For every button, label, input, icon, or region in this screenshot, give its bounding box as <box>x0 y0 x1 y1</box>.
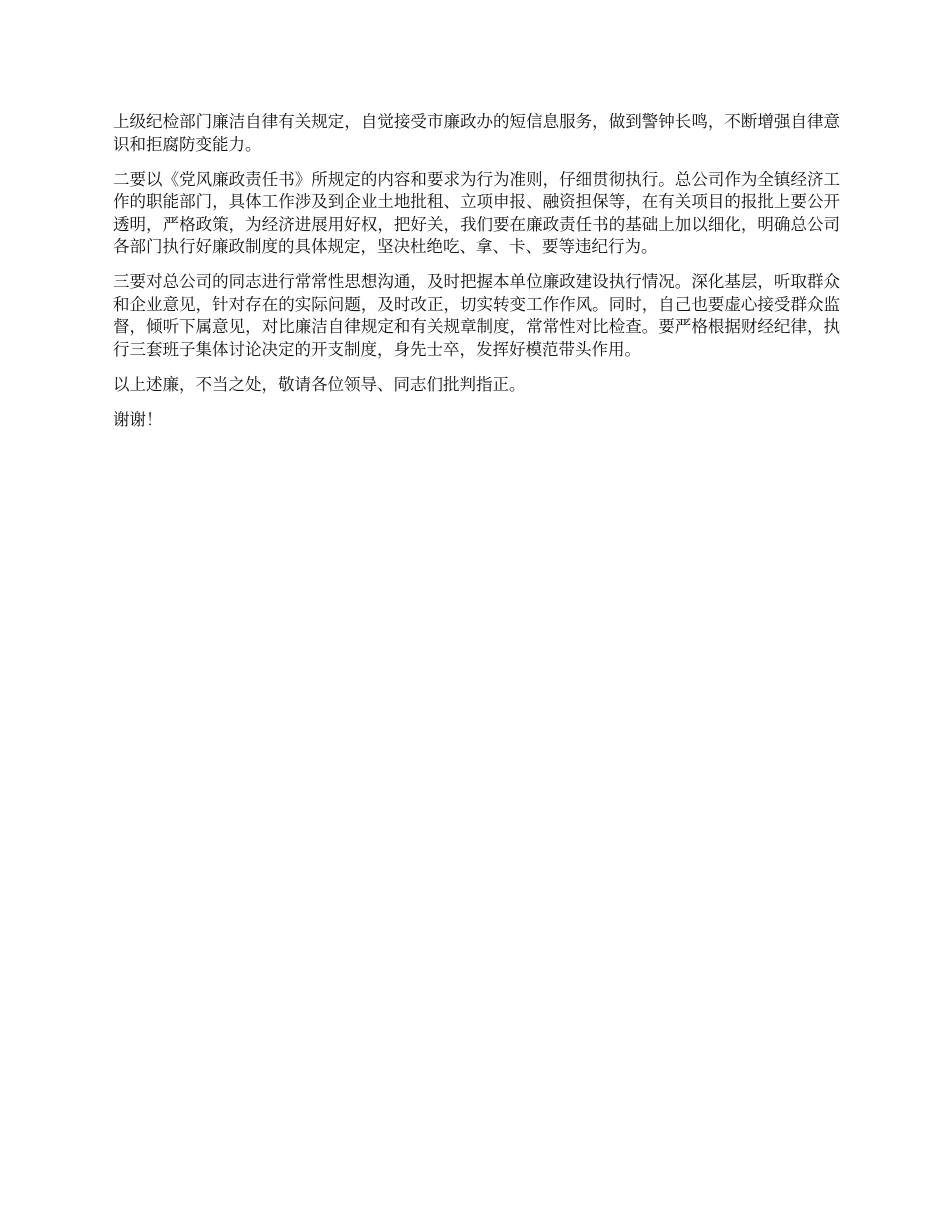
document-body <box>113 111 840 444</box>
paragraph-responsibility-book: 二要以《党风廉政责任书》所规定的内容和要求为行为准则，仔细贯彻执行。总公司作为全镇经济工作的职能部门，具体工作涉及到企业土地批租、立项申报、融资担保等，在有关项目的报批上要公开透明，严格政策，为经济进展用好权，把好关，我们要在廉政责任书的基础上加以细化，明确总公司各部门执行好廉政制度的具体规定，坚决杜绝吃、拿、卡、要等违纪行为。 <box>113 169 840 256</box>
paragraph-closing: 以上述廉，不当之处，敬请各位领导、同志们批判指正。 <box>113 374 526 394</box>
paragraph-communication: 三要对总公司的同志进行常常性思想沟通，及时把握本单位廉政建设执行情况。深化基层，听取群众和企业意见，针对存在的实际问题，及时改正，切实转变工作作风。同时，自己也要虚心接受群众监督，倾听下属意见，对比廉洁自律规定和有关规章制度，常常性对比检查。要严格根据财经纪律，执行三套班子集体讨论决定的开支制度，身先士卒，发挥好模范带头作用。 <box>113 272 840 359</box>
paragraph-thanks: 谢谢！ <box>113 409 163 429</box>
paragraph-self-discipline: 上级纪检部门廉洁自律有关规定，自觉接受市廉政办的短信息服务，做到警钟长鸣，不断增强自律意识和拒腐防变能力。 <box>113 112 840 154</box>
